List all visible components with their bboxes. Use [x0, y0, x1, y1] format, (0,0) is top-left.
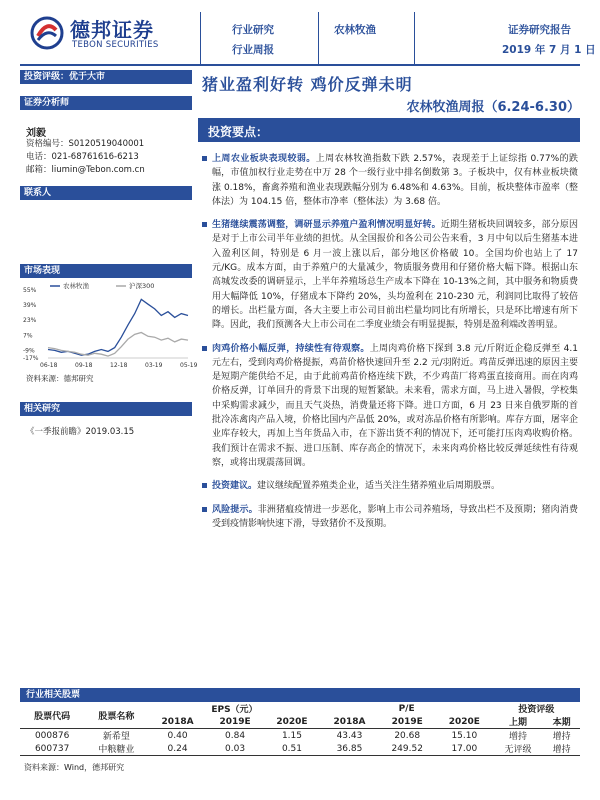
key-point-lead: 生猪继续震荡调整，调研显示养殖户盈利情况明显好转。: [212, 220, 441, 231]
header-last: 上期: [509, 718, 528, 728]
header-pe: P/E: [398, 703, 415, 714]
x-tick-label: 12-18: [110, 362, 128, 369]
header-divider: [200, 12, 201, 64]
key-point: [202, 479, 578, 493]
cell-value: 1.15: [281, 730, 302, 741]
series-line: [48, 333, 188, 357]
category-industry-research: 行业研究: [232, 24, 274, 36]
analyst-name: 刘毅: [26, 128, 46, 139]
header-current: 本期: [552, 718, 571, 728]
cell-value: 36.85: [336, 743, 363, 754]
company-name-cn: 德邦证券: [70, 18, 154, 42]
category-weekly-report: 行业周报: [232, 44, 274, 56]
header-year: 2020E: [448, 716, 480, 727]
bullet-icon: [202, 222, 207, 227]
market-performance-chart: [22, 280, 198, 380]
table-row: [20, 742, 580, 756]
y-tick-label: -17%: [23, 355, 39, 362]
cell-value: 0.40: [167, 730, 188, 741]
bullet-icon: [202, 346, 207, 351]
report-header: [0, 0, 600, 64]
y-tick-label: 7%: [23, 332, 33, 340]
x-tick-label: 09-18: [75, 362, 93, 369]
key-point-text: 上周肉鸡价格下探到 3.8 元/斤附近企稳反弹至 4.1 元左右，受到肉鸡价格提振，鸡苗价格快速回升至 2.2 元/羽附近。鸡苗反弹迅速的原因主要是短期产能供给不足，由于此前鸡苗价格连续下跌，不少鸡苗厂将鸡蛋直接商用。而在肉鸡价格反弹，订单回升的背景下出现的短暂紧缺。未来看，需求方面，马上进入暑假，学校集中采购需求减少，而且天气炎热，消费量还将下降。进口方面，6 月 23 日来自俄罗斯的首批冷冻禽肉产品入境，价格比国内产品低 20%，或对冻品价格有所影响。库存方面，屠宰企业库存较大，再加上当年货品入市，在下游出货不利的情况下，还可能打压肉鸡收购价格。我们预计在需求不振、进口压制、库存高企的情况下，未来肉鸡价格比较反弹延续性有待观察，或将出现震荡回调。: [212, 343, 578, 468]
header-year: 2019E: [391, 716, 423, 727]
y-tick-label: 23%: [23, 317, 37, 325]
key-point-lead: 上周农业板块表现较弱。: [212, 154, 316, 164]
header-divider: [318, 12, 319, 64]
cell-value: 43.43: [336, 730, 363, 741]
header-year: 2018A: [333, 716, 366, 727]
table-header-row: [20, 702, 580, 715]
report-date: 2019 年 7 月 1 日: [502, 44, 596, 56]
y-tick-label: 55%: [23, 287, 37, 294]
related-report-link[interactable]: 《一季报前瞻》2019.03.15: [26, 427, 135, 437]
analyst-phone: 电话：021-68761616-6213: [26, 152, 139, 162]
table-row: [20, 729, 580, 743]
cell-value: 249.52: [391, 743, 423, 754]
cell-code: 600737: [34, 743, 70, 754]
cell-rating-current: 增持: [552, 732, 571, 742]
cell-rating-last: 增持: [509, 732, 528, 742]
cell-value: 15.10: [451, 730, 478, 741]
cell-rating-current: 增持: [552, 745, 571, 755]
header-rating: 投资评级: [518, 705, 555, 715]
legend-label: 农林牧渔: [63, 282, 89, 290]
cell-value: 0.24: [167, 743, 188, 754]
table-source: 资料来源：Wind，德邦研究: [24, 763, 125, 772]
header-name: 股票名称: [84, 702, 148, 729]
x-tick-label: 03-19: [145, 362, 163, 369]
key-point: [202, 342, 578, 471]
chart-source: 资料来源：德邦研究: [26, 374, 94, 383]
x-tick-label: 06-18: [40, 362, 58, 369]
legend-label: 沪深300: [129, 282, 155, 290]
header-eps: EPS（元）: [211, 705, 258, 715]
analyst-cert: 资格编号：S0120519040001: [26, 139, 145, 149]
header-rule: [20, 64, 580, 66]
company-name-en: TEBON SECURITIES: [72, 40, 159, 50]
header-code: 股票代码: [20, 702, 84, 729]
header-year: 2020E: [276, 716, 308, 727]
sector-label: 农林牧渔: [334, 24, 376, 36]
rating-band: 投资评级：优于大市: [20, 70, 192, 84]
key-points-band: 投资要点：: [198, 118, 580, 142]
related-stocks-table: [20, 702, 580, 756]
related-stocks-band: 行业相关股票: [20, 688, 580, 702]
y-tick-label: 39%: [23, 302, 37, 310]
related-section-band: 相关研究: [20, 402, 192, 416]
cell-name: 中粮糖业: [98, 745, 135, 755]
key-point: [202, 503, 578, 532]
header-divider: [414, 12, 415, 64]
cell-value: 0.03: [225, 743, 246, 754]
cell-value: 17.00: [451, 743, 478, 754]
header-year: 2019E: [219, 716, 251, 727]
key-point-text: 非洲猪瘟疫情进一步恶化，影响上市公司养殖场，导致出栏不及预期；猪肉消费受到疫情影响快速下滑，导致猪价不及预期。: [212, 504, 578, 529]
market-chart-svg: [22, 280, 198, 372]
key-point-lead: 肉鸡价格小幅反弹，持续性有待观察。: [212, 343, 370, 354]
key-point: [202, 152, 578, 209]
cell-name: 新希望: [102, 732, 130, 742]
cell-code: 000876: [34, 730, 70, 741]
cell-rating-last: 无评级: [504, 745, 532, 755]
header-year: 2018A: [161, 716, 194, 727]
analyst-section-band: 证券分析师: [20, 96, 192, 110]
bullet-icon: [202, 507, 207, 512]
report-subtitle: 农林牧渔周报（6.24-6.30）: [406, 100, 580, 115]
analyst-email[interactable]: 邮箱：liumin@Tebon.com.cn: [26, 165, 145, 175]
report-title: 猪业盈利好转 鸡价反弹未明: [202, 75, 413, 94]
key-point-text: 近期生猪板块回调较多，部分原因是对于上市公司半年业绩的担忧。从全国报价和各公司公告来看，3 月中旬以后生猪基本进入盈利区间，特别是 6 月一波上涨以后，部分地区价格破 10。全国均价也站上了 17 元/KG。成本方面，由于养殖户的大量减少，物质服务费用和仔猪价格大幅下降。根据山东高城发改委的调研显示，上半年养殖场总生产成本下降在 10-13%之间，其中服务和物质费用大幅降低 10%，仔猪成本下降约 20%，头均盈利在 210-230 元，利润同比取得了较倍的增长。出栏量方面，各大主要上市公司目前出栏量均同比有所增长，只是环比增速有所下降。因此，我们预测各大上市公司在二季度业绩会有明显提振，特别是盈利端改善明显。: [212, 220, 578, 331]
key-point-text: 上周农林牧渔指数下跌 2.57%，表现差于上证综指 0.77%的跌幅，市值加权行业走势在中万 28 个一级行业中排名倒数第 3。子板块中，仅有林业板块微涨 0.18%，畜禽养殖和渔业表现跌幅分别为 6.48%和 4.63%。目前，板块整体市盈率（整体法）为 104.15 倍，整体市净率（整体法）为 3.68 倍。: [212, 154, 578, 207]
x-tick-label: 05-19: [180, 362, 198, 369]
cell-value: 20.68: [394, 730, 421, 741]
cell-value: 0.84: [225, 730, 246, 741]
key-point-lead: 投资建议。: [212, 481, 258, 492]
report-type: 证券研究报告: [508, 24, 571, 36]
cell-value: 0.51: [281, 743, 302, 754]
key-point: [202, 218, 578, 332]
key-points-body: [202, 152, 578, 540]
market-section-band: 市场表现: [20, 264, 192, 278]
key-point-lead: 风险提示。: [212, 504, 258, 515]
y-tick-label: -9%: [23, 347, 35, 355]
bullet-icon: [202, 156, 207, 161]
contact-section-band: 联系人: [20, 186, 192, 200]
tebon-logo-icon: [30, 16, 64, 50]
bullet-icon: [202, 483, 207, 488]
series-line: [48, 299, 188, 355]
key-point-text: 建议继续配置养殖类企业，适当关注生猪养殖业后周期股票。: [257, 481, 501, 492]
